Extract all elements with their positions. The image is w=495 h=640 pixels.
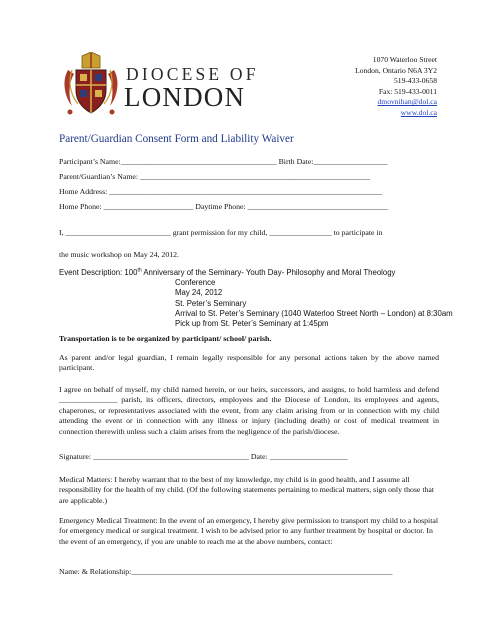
- email-link[interactable]: dmovnihan@dol.ca: [377, 97, 437, 107]
- participant-name-field[interactable]: Participant’s Name:________________________________________ Birth Date:___________________: [59, 157, 388, 166]
- website-link[interactable]: www.dol.ca: [400, 107, 437, 117]
- diocese-crest-icon: [60, 52, 122, 118]
- contact-block: [355, 55, 437, 119]
- org-name-line1: DIOCESE OF: [126, 64, 259, 84]
- fax-number: Fax: 519-433-0011: [378, 86, 437, 96]
- event-line: Conference: [175, 278, 216, 288]
- event-title: Anniversary of the Seminary- Youth Day- Philosophy and Moral Theology: [141, 268, 396, 277]
- diocese-logo: [60, 52, 259, 118]
- event-line: Pick up from St. Peter’s Seminary at 1:45pm: [175, 319, 329, 329]
- guardian-name-field[interactable]: Parent/Guardian’s Name: ___________________________________________________________: [59, 172, 370, 181]
- home-address-field[interactable]: Home Address: ______________________________________________________________________: [59, 187, 383, 196]
- waiver-paragraph: I agree on behalf of myself, my child named herein, or our heirs, successors, and assigns, to hold harmless and defend _______________ parish, its officers, directors, employees and the Diocese of London, its employees and agents, chaperones, or representatives associated with the event, from any claim arising from or in connection with my child attending the event or in connection with any illness or injury (including death) or cost of medical treatment in connection therewith unless such a claim arises from the negligence of the parish/diocese.: [59, 385, 439, 436]
- workshop-line: the music workshop on May 24, 2012.: [59, 250, 179, 259]
- address-city: London, Ontario N6A 3Y2: [355, 65, 437, 75]
- medical-matters-paragraph: Medical Matters: I hereby warrant that to the best of my knowledge, my child is in good health, and I assume all responsibility for the health of my child. (Of the following statements pertaining to medical matters, sign only those that are applicable.): [59, 475, 435, 505]
- transportation-note: Transportation is to be organized by participant/ school/ parish.: [59, 334, 272, 343]
- event-description: [59, 268, 453, 329]
- form-title: Parent/Guardian Consent Form and Liability Waiver: [59, 133, 294, 145]
- permission-line[interactable]: I, ___________________________ grant permission for my child, ________________ to participate in: [59, 228, 383, 237]
- org-name-line2: LONDON: [124, 82, 246, 112]
- responsibility-paragraph: As parent and/or legal guardian, I remain legally responsible for any personal actions taken by the above named participant.: [59, 353, 439, 373]
- event-line: Arrival to St. Peter’s Seminary (1040 Waterloo Street North – London) at 8:30am: [175, 308, 453, 318]
- event-label: Event Description: 100: [59, 268, 138, 277]
- address-street: 1070 Waterloo Street: [372, 55, 437, 64]
- event-line: May 24, 2012: [175, 288, 223, 298]
- emergency-contact-field[interactable]: Name: & Relationship:___________________________________________________________________: [59, 567, 393, 576]
- emergency-treatment-paragraph: Emergency Medical Treatment: In the event of an emergency, I hereby give permission to transport my child to a hospital for emergency medical or surgical treatment. I wish to be advised prior to any further treatment by hospital or doctor. In the event of an emergency, if you are unable to reach me at the above numbers, contact:: [59, 516, 438, 546]
- event-line: St. Peter’s Seminary: [175, 298, 247, 308]
- signature-date-field[interactable]: Signature: ________________________________________ Date: ____________________: [59, 452, 348, 461]
- phone-number: 519-433-0658: [393, 76, 437, 86]
- phone-fields[interactable]: Home Phone: _______________________ Daytime Phone: ____________________________________: [59, 202, 388, 211]
- event-ordinal-suffix: th: [137, 267, 142, 274]
